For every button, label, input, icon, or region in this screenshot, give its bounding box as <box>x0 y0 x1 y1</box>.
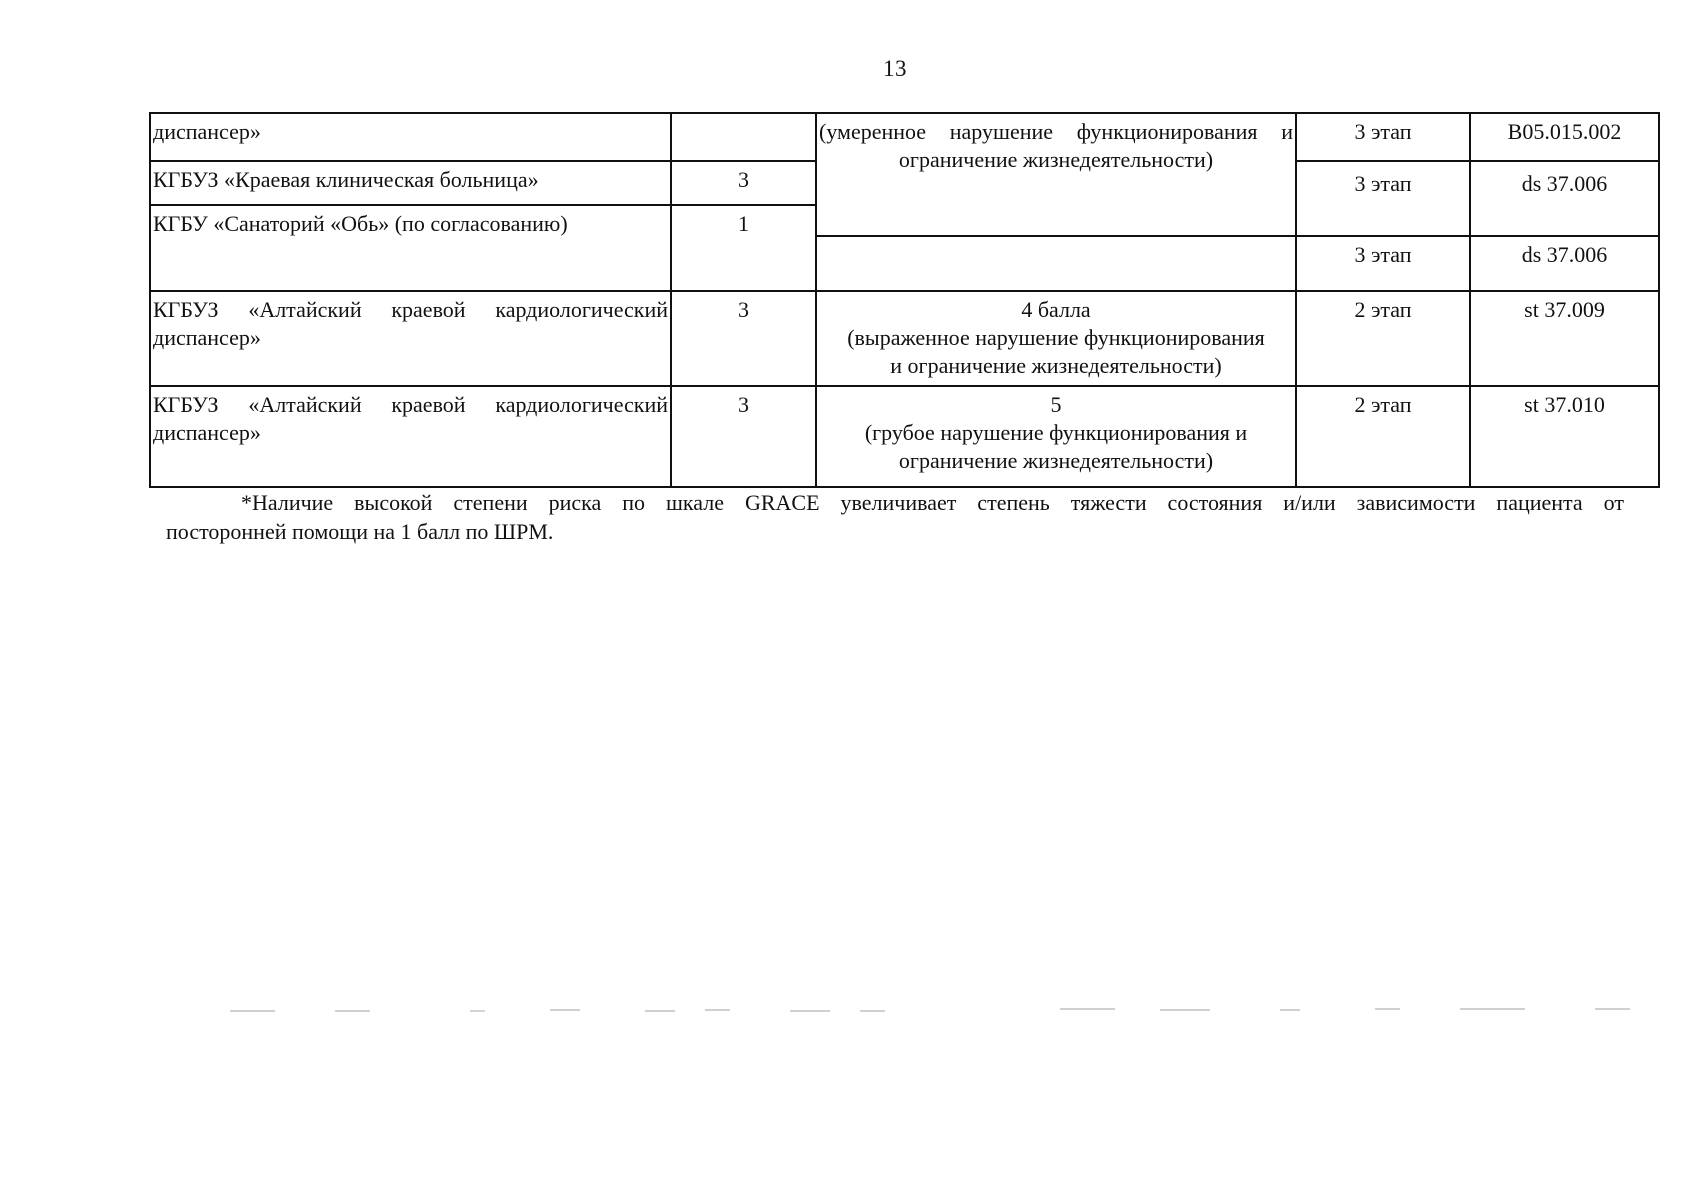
stage-value: 3 этап <box>1354 119 1412 144</box>
stage-cell <box>1296 236 1470 291</box>
count-value: 1 <box>738 211 749 236</box>
count-cell <box>671 113 816 161</box>
footnote-line: *Наличие высокой степени риска по шкале GRACE увеличивает степень тяжести состояния и/или зависимости пациента от <box>241 490 1624 515</box>
count-value: 3 <box>738 167 749 192</box>
org-cell <box>150 386 671 487</box>
stage-cell <box>1296 386 1470 487</box>
stage-value: 3 этап <box>1354 171 1412 196</box>
table-row <box>150 291 1659 386</box>
rehabilitation-table <box>149 112 1660 488</box>
code-value: ds 37.006 <box>1521 242 1608 267</box>
org-cell <box>150 205 671 291</box>
org-name-line: КГБУЗ «Алтайский краевой кардиологический <box>153 297 668 322</box>
org-name: КГБУ «Санаторий «Обь» (по согласованию) <box>153 211 568 236</box>
stage-cell <box>1296 291 1470 386</box>
grade-cell-continuation <box>816 236 1296 291</box>
grade-line: и ограничение жизнедеятельности) <box>890 353 1222 378</box>
grade-cell <box>816 386 1296 487</box>
count-value: 3 <box>738 392 749 417</box>
stage-value: 3 этап <box>1354 242 1412 267</box>
org-name: диспансер» <box>153 119 261 144</box>
code-cell <box>1470 291 1659 386</box>
code-cell <box>1470 113 1659 161</box>
org-name-line: КГБУЗ «Алтайский краевой кардиологический <box>153 392 668 417</box>
page-number: 13 <box>883 56 907 81</box>
stage-value: 2 этап <box>1354 297 1412 322</box>
count-value: 3 <box>738 297 749 322</box>
code-value: st 37.009 <box>1524 297 1605 322</box>
code-value: B05.015.002 <box>1507 119 1622 144</box>
grade-line: ограничение жизнедеятельности) <box>898 448 1214 473</box>
stage-cell <box>1296 113 1470 161</box>
table-row <box>150 386 1659 487</box>
grade-line: 4 балла <box>1021 297 1091 322</box>
scan-artifacts <box>140 1006 1640 1018</box>
footnote <box>166 488 1624 546</box>
grade-cell <box>816 113 1296 236</box>
stage-value: 2 этап <box>1354 392 1412 417</box>
count-cell <box>671 205 816 291</box>
code-cell <box>1470 236 1659 291</box>
grade-line: (умеренное нарушение функционирования и <box>819 119 1293 144</box>
org-name-line: диспансер» <box>153 420 261 445</box>
org-name: КГБУЗ «Краевая клиническая больница» <box>153 167 539 192</box>
grade-line: ограничение жизнедеятельности) <box>898 147 1214 172</box>
org-cell <box>150 291 671 386</box>
grade-line: 5 <box>1050 392 1062 417</box>
count-cell <box>671 291 816 386</box>
code-cell <box>1470 386 1659 487</box>
table-row <box>150 113 1659 161</box>
count-cell <box>671 161 816 205</box>
org-cell <box>150 161 671 205</box>
code-value: st 37.010 <box>1524 392 1605 417</box>
footnote-line: посторонней помощи на 1 балл по ШРМ. <box>166 519 554 544</box>
count-cell <box>671 386 816 487</box>
org-name-line: диспансер» <box>153 325 261 350</box>
grade-line: (выраженное нарушение функционирования <box>847 325 1265 350</box>
code-cell <box>1470 161 1659 236</box>
org-cell <box>150 113 671 161</box>
grade-cell <box>816 291 1296 386</box>
stage-cell <box>1296 161 1470 236</box>
code-value: ds 37.006 <box>1521 171 1608 196</box>
grade-line: (грубое нарушение функционирования и <box>864 420 1248 445</box>
